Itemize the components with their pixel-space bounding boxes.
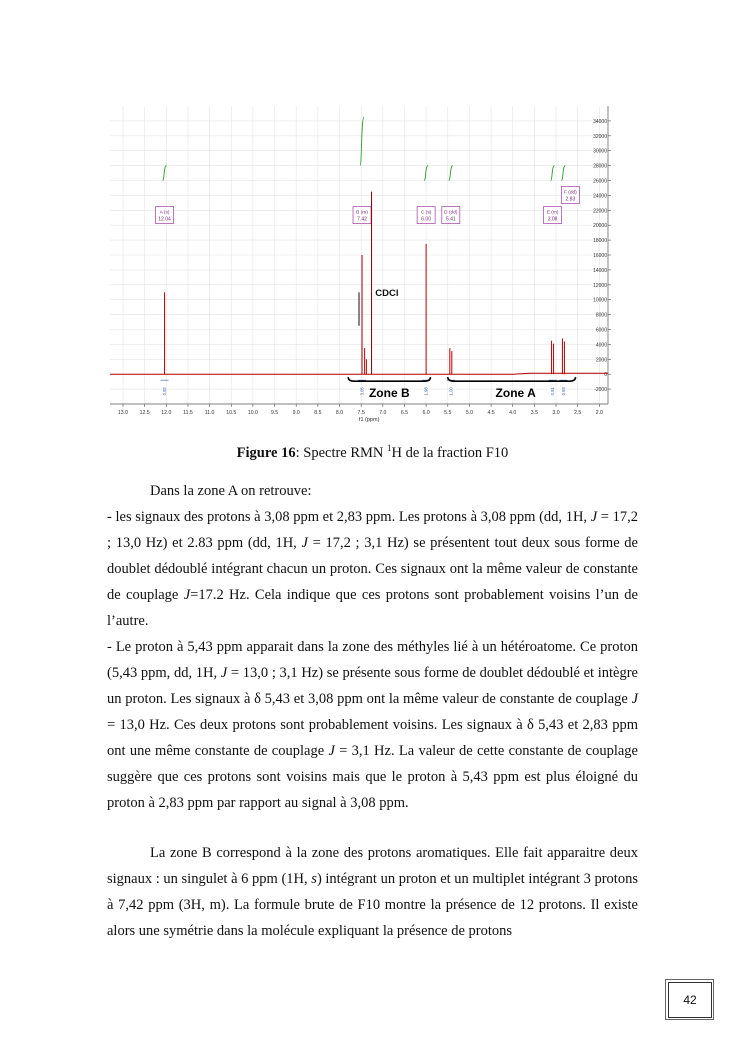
peak-label-value: 7.42: [357, 216, 367, 223]
y-tick-label: 34000: [593, 118, 607, 125]
solvent-label: CDCl: [375, 287, 399, 299]
y-tick-label: 12000: [593, 282, 607, 289]
caption-text-after: H de la fraction F10: [391, 444, 509, 461]
x-tick-label: 8.5: [314, 410, 322, 416]
page-number: 42: [683, 993, 697, 1007]
paragraph-zone-a-intro: Dans la zone A on retrouve:: [150, 483, 312, 499]
y-tick-label: 22000: [593, 208, 607, 215]
x-tick-label: 10.0: [247, 410, 258, 416]
body-text: [107, 478, 638, 944]
peak-label-name: B (m): [356, 210, 368, 216]
x-tick-label: 12.5: [139, 410, 150, 416]
peak-label-name: E (m): [546, 210, 559, 216]
x-tick-label: 13.0: [117, 410, 129, 416]
integral-curves: [163, 117, 566, 180]
peak-label-value: 6.00: [421, 216, 431, 223]
y-tick-label: 16000: [593, 253, 607, 259]
x-tick-label: 4.0: [509, 410, 517, 416]
y-tick-label: 0: [604, 372, 607, 379]
y-tick-label: 6000: [595, 327, 607, 334]
y-tick-label: 24000: [593, 193, 607, 200]
x-tick-label: 2.0: [595, 410, 603, 416]
integral-curve: [163, 166, 167, 181]
peak-label-value: 12.04: [158, 216, 171, 223]
integral-curve: [561, 166, 565, 181]
y-tick-label: 18000: [593, 238, 607, 245]
y-tick-label: 4000: [595, 342, 607, 349]
x-tick-label: 3.5: [530, 410, 538, 416]
x-axis-label: f1 (ppm): [358, 417, 380, 423]
paragraph-proton-5-43: - Le proton à 5,43 ppm apparait dans la zone des méthyles lié à un hétéroatome. Ce proton (5,43 ppm, dd, 1H, J = 13,0 ; 3,1 Hz) se présente sous forme de doublet dédoublé et intègre un proton. Les signaux à δ 5,43 et 3,08 ppm ont la même valeur de constante de couplage J = 13,0 Hz. Ces deux protons sont probablement voisins. Les signaux à δ 5,43 et 2,83 ppm ont une même constante de couplage J = 3,1 Hz. La valeur de cette constante de couplage suggère que ces protons sont voisins mais que le proton à 5,43 ppm est plus éloigné du proton à 2,83 ppm par rapport au signal à 3,08 ppm.: [107, 639, 638, 811]
x-tick-label: 9.0: [292, 410, 300, 416]
x-tick-label: 11.0: [204, 410, 215, 416]
integral-curve: [360, 117, 364, 165]
x-tick-label: 5.0: [465, 410, 474, 416]
x-tick-label: 9.5: [270, 410, 279, 416]
integral-value: 1.00: [448, 387, 454, 396]
zone-a-brace: [448, 377, 576, 381]
x-axis: [110, 404, 608, 423]
x-tick-label: 5.5: [444, 410, 452, 416]
x-tick-label: 10.5: [226, 410, 237, 416]
nmr-spectrum-chart: [100, 100, 612, 430]
peak-label-name: A (s): [159, 210, 170, 216]
y-tick-label: 26000: [593, 178, 607, 185]
zone-a-label: Zone A: [495, 386, 536, 401]
chart-grid: [110, 106, 608, 404]
peak-label-name: C (s): [420, 210, 432, 216]
integral-curve: [449, 166, 453, 181]
paragraph-zone-b: La zone B correspond à la zone des protons aromatiques. Elle fait apparaitre deux signaux : un singulet à 6 ppm (1H, s) intégrant un proton et un multiplet intégrant 3 protons à 7,42 ppm (3H, m). La formule brute de F10 montre la présence de 12 protons. Il existe alors une symétrie dans la molécule expliquant la présence de protons: [107, 845, 638, 939]
integral-value: 0.92: [162, 387, 168, 396]
figure-label: Figure 16: [236, 444, 296, 461]
integral-value: 1.98: [423, 387, 429, 396]
zone-b-brace: [348, 377, 430, 381]
x-tick-label: 11.5: [183, 410, 193, 416]
x-tick-label: 8.0: [335, 410, 344, 416]
y-tick-label: 10000: [593, 297, 607, 304]
y-tick-label: 8000: [595, 312, 607, 319]
x-tick-label: 12.0: [161, 410, 172, 416]
x-tick-label: 3.0: [552, 410, 560, 416]
x-tick-label: 6.5: [400, 410, 409, 416]
caption-text-before: : Spectre RMN: [295, 444, 388, 461]
y-tick-label: 28000: [593, 163, 607, 170]
peak-label-name: F (dd): [563, 190, 577, 196]
x-tick-label: 7.5: [357, 410, 365, 416]
peak-label-name: D (dd): [444, 210, 458, 216]
zone-b-label: Zone B: [368, 386, 410, 401]
peak-label-value: 3.08: [547, 216, 558, 223]
caption-superscript: 1: [387, 443, 392, 453]
y-tick-label: -2000: [594, 387, 607, 394]
peak-label-boxes: [156, 186, 580, 395]
x-tick-label: 7.0: [379, 410, 387, 416]
y-tick-label: 2000: [595, 357, 607, 364]
integral-value: 3.05: [359, 387, 365, 396]
y-tick-label: 32000: [593, 133, 607, 140]
y-tick-label: 14000: [593, 267, 607, 274]
zone-annotations: [348, 288, 575, 400]
x-tick-label: 2.5: [574, 410, 582, 416]
page-number-box: [668, 982, 712, 1018]
peak-label-value: 2.83: [565, 196, 576, 203]
paragraph-protons-3-08: - les signaux des protons à 3,08 ppm et 2,83 ppm. Les protons à 3,08 ppm (dd, 1H, J = 17,2 ; 13,0 Hz) et 2.83 ppm (dd, 1H, J = 17,2 ; 3,1 Hz) se présentent tout deux sous forme de doublet dédoublé intégrant chacun un proton. Ces signaux ont la même valeur de constante de couplage J=17.2 Hz. Cela indique que ces protons sont probablement voisins l’un de l’autre.: [107, 509, 638, 629]
y-axis: [593, 106, 611, 404]
y-tick-label: 30000: [593, 148, 607, 155]
integral-value: 0.93: [560, 387, 566, 396]
peak-label-value: 5.41: [445, 216, 456, 223]
figure-caption: [0, 443, 745, 462]
x-tick-label: 6.0: [422, 410, 430, 416]
x-tick-label: 4.5: [487, 410, 495, 416]
integral-value: 0.91: [550, 387, 556, 396]
y-tick-label: 20000: [593, 223, 607, 230]
integral-curve: [551, 166, 555, 181]
